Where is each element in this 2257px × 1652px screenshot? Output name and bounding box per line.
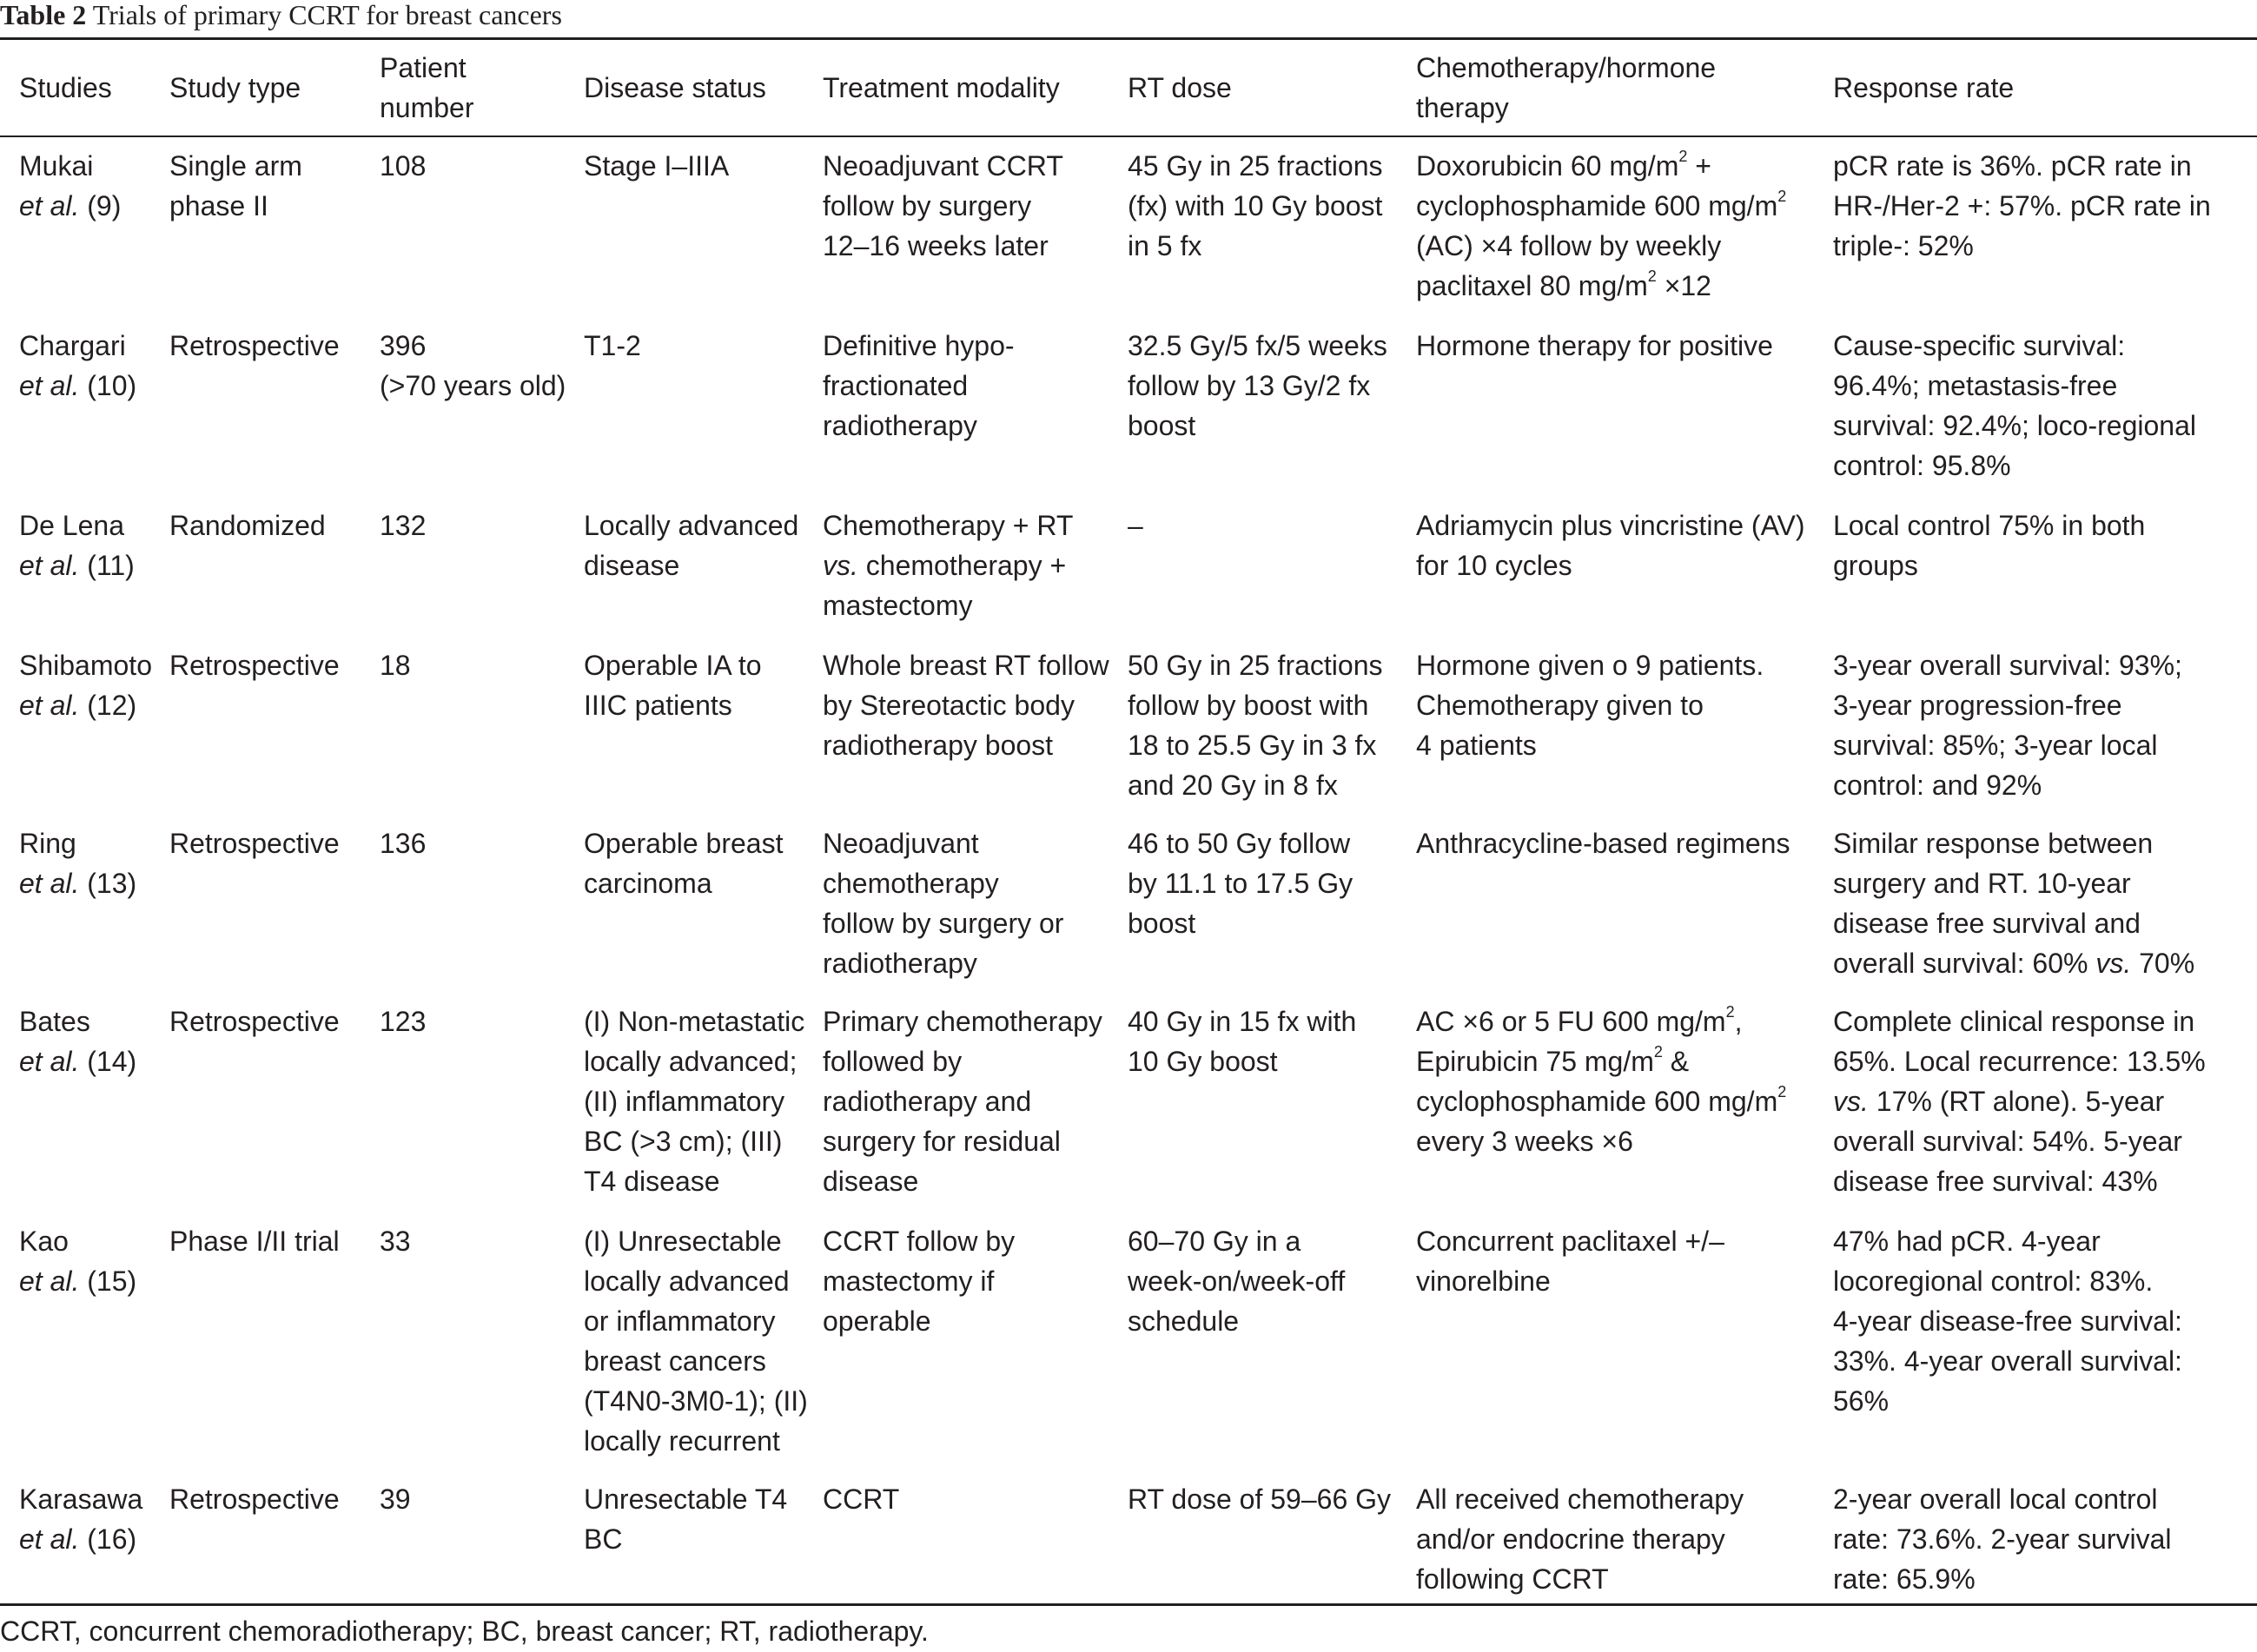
- cell-study-type: Retrospective: [169, 650, 340, 681]
- cell-studies: Kao et al. (15): [19, 1226, 137, 1297]
- cell-disease-status: (I) Non-metastatic locally advanced; (II) inflammatory BC (>3 cm); (III) T4 disease: [584, 1006, 805, 1197]
- cell-patient-number: 132: [380, 510, 427, 541]
- cell-rt-dose: –: [1128, 510, 1143, 541]
- header-study-type: Study type: [169, 72, 301, 103]
- cell-disease-status: Operable IA to IIIC patients: [584, 650, 762, 721]
- cell-study-type: Randomized: [169, 510, 326, 541]
- cell-patient-number: 39: [380, 1483, 411, 1515]
- cell-disease-status: (I) Unresectable locally advanced or inflammatory breast cancers (T4N0-3M0-1); (II) locally recurrent: [584, 1226, 808, 1457]
- cell-rt-dose: 40 Gy in 15 fx with 10 Gy boost: [1128, 1006, 1357, 1077]
- header-studies: Studies: [19, 72, 112, 103]
- cell-patient-number: 136: [380, 828, 427, 859]
- cell-treatment-modality: CCRT: [823, 1483, 900, 1515]
- cell-study-type: Retrospective: [169, 330, 340, 361]
- bottom-rule: [0, 1603, 2257, 1606]
- cell-rt-dose: 50 Gy in 25 fractions follow by boost with 18 to 25.5 Gy in 3 fx and 20 Gy in 8 fx: [1128, 650, 1383, 801]
- header-disease-status: Disease status: [584, 72, 766, 103]
- table-title: Trials of primary CCRT for breast cancers: [92, 0, 562, 30]
- cell-study-type: Retrospective: [169, 1483, 340, 1515]
- cell-study-type: Retrospective: [169, 1006, 340, 1037]
- cell-studies: Shibamoto et al. (12): [19, 650, 152, 721]
- cell-chemotherapy: Anthracycline-based regimens: [1416, 828, 1790, 859]
- cell-studies: Ring et al. (13): [19, 828, 137, 899]
- cell-rt-dose: 46 to 50 Gy follow by 11.1 to 17.5 Gy boost: [1128, 828, 1354, 939]
- cell-studies: Chargari et al. (10): [19, 330, 137, 401]
- cell-response-rate: Local control 75% in both groups: [1833, 510, 2146, 581]
- cell-treatment-modality: CCRT follow by mastectomy if operable: [823, 1226, 1016, 1337]
- cell-studies: Mukai et al. (9): [19, 150, 122, 221]
- cell-patient-number: 33: [380, 1226, 411, 1257]
- cell-chemotherapy: AC ×6 or 5 FU 600 $mg/m^2$, Epirubicin 75 $mg/m^2$ & cyclophosphamide 600 $mg/m^2$ every 3 weeks ×6: [1416, 1003, 1787, 1157]
- cell-treatment-modality: Primary chemotherapy followed by radiotherapy and surgery for residual disease: [823, 1006, 1102, 1197]
- cell-studies: Karasawa et al. (16): [19, 1483, 143, 1555]
- cell-patient-number: 123: [380, 1006, 427, 1037]
- cell-studies: Bates et al. (14): [19, 1006, 137, 1077]
- cell-chemotherapy: Hormone given o 9 patients. Chemotherapy given to 4 patients: [1416, 650, 1764, 761]
- cell-disease-status: Operable breast carcinoma: [584, 828, 784, 899]
- cell-patient-number: 18: [380, 650, 411, 681]
- cell-disease-status: Unresectable T4 BC: [584, 1483, 788, 1555]
- cell-patient-number: 108: [380, 150, 427, 182]
- header-rule: [0, 135, 2257, 137]
- cell-response-rate: 47% had pCR. 4-year locoregional control: 83%. 4-year disease-free survival: 33%. 4-year overall survival: 56%: [1833, 1226, 2182, 1417]
- cell-disease-status: T1-2: [584, 330, 641, 361]
- cell-treatment-modality: Neoadjuvant CCRT follow by surgery 12–16 weeks later: [823, 150, 1063, 261]
- cell-treatment-modality: Whole breast RT follow by Stereotactic body radiotherapy boost: [823, 650, 1109, 761]
- cell-treatment-modality: Chemotherapy + RT vs. chemotherapy + mastectomy: [823, 510, 1074, 621]
- cell-chemotherapy: Adriamycin plus vincristine (AV) for 10 cycles: [1416, 510, 1805, 581]
- header-chemotherapy: Chemotherapy/hormone therapy: [1416, 52, 1717, 123]
- cell-chemotherapy: All received chemotherapy and/or endocrine therapy following CCRT: [1416, 1483, 1744, 1595]
- cell-study-type: Retrospective: [169, 828, 340, 859]
- cell-study-type: Single arm phase II: [169, 150, 302, 221]
- table-number: Table 2: [0, 0, 87, 30]
- cell-rt-dose: RT dose of 59–66 Gy: [1128, 1483, 1392, 1515]
- cell-study-type: Phase I/II trial: [169, 1226, 340, 1257]
- cell-disease-status: Stage I–IIIA: [584, 150, 730, 182]
- header-treatment-modality: Treatment modality: [823, 72, 1060, 103]
- table-footnote: CCRT, concurrent chemoradiotherapy; BC, breast cancer; RT, radiotherapy.: [0, 1616, 929, 1647]
- header-rt-dose: RT dose: [1128, 72, 1232, 103]
- cell-response-rate: pCR rate is 36%. pCR rate in HR-/Her-2 +: 57%. pCR rate in triple-: 52%: [1833, 150, 2211, 261]
- cell-rt-dose: 60–70 Gy in a week-on/week-off schedule: [1128, 1226, 1346, 1337]
- cell-studies: De Lena et al. (11): [19, 510, 135, 581]
- cell-response-rate: Similar response between surgery and RT. 10-year disease free survival and overall survival: 60% vs. 70%: [1833, 828, 2195, 979]
- table-caption: [0, 0, 562, 35]
- cell-response-rate: 3-year overall survival: 93%; 3-year progression-free survival: 85%; 3-year local control: and 92%: [1833, 650, 2182, 801]
- cell-treatment-modality: Neoadjuvant chemotherapy follow by surgery or radiotherapy: [823, 828, 1064, 979]
- cell-chemotherapy: Doxorubicin 60 $mg/m^2$ + cyclophosphamide 600 $mg/m^2$ (AC) ×4 follow by weekly paclitaxel 80 $mg/m^2 \times 12$: [1416, 148, 1787, 301]
- cell-chemotherapy: Hormone therapy for positive: [1416, 330, 1773, 361]
- cell-patient-number: 396 (>70 years old): [380, 330, 566, 401]
- cell-treatment-modality: Definitive hypo- fractionated radiotherapy: [823, 330, 1015, 441]
- cell-disease-status: Locally advanced disease: [584, 510, 799, 581]
- cell-response-rate: Complete clinical response in 65%. Local recurrence: 13.5% vs. 17% (RT alone). 5-year overall survival: 54%. 5-year disease free survival: 43%: [1833, 1006, 2206, 1197]
- top-rule: [0, 37, 2257, 40]
- cell-chemotherapy: Concurrent paclitaxel +/– vinorelbine: [1416, 1226, 1724, 1297]
- cell-rt-dose: 45 Gy in 25 fractions (fx) with 10 Gy boost in 5 fx: [1128, 150, 1383, 261]
- header-patient-number: Patient number: [380, 52, 474, 123]
- cell-response-rate: 2-year overall local control rate: 73.6%. 2-year survival rate: 65.9%: [1833, 1483, 2172, 1595]
- cell-rt-dose: 32.5 Gy/5 fx/5 weeks follow by 13 Gy/2 fx boost: [1128, 330, 1387, 441]
- cell-response-rate: Cause-specific survival: 96.4%; metastasis-free survival: 92.4%; loco-regional control: 95.8%: [1833, 330, 2196, 481]
- header-response-rate: Response rate: [1833, 72, 2015, 103]
